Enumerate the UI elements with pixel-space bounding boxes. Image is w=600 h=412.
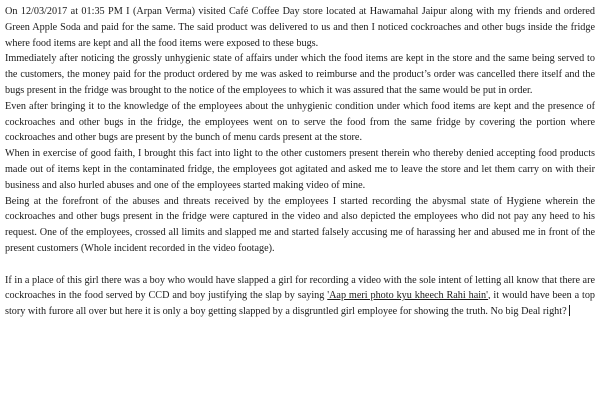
paragraph-closing	[5, 273, 595, 320]
closing-text-before-quote: If in a place of this girl there was a boy who would have slapped a girl for recording a video with the sole intent of letting all know that there are cockroaches in the food served by CCD and boy justifying the slap by saying	[5, 274, 595, 302]
paragraph-refund-request: Immediately after noticing the grossly unhygienic state of affairs under which the food items are kept in the store and the same being served to the customers, the money paid for the product ordered by me was asked to reimburse and the product’s order was cancelled there itself and the bugs present in the fridge was brought to the notice of the employees to which it was assured that the same would be put in order.	[5, 53, 595, 96]
paragraph-spacer	[5, 257, 595, 273]
document-body	[5, 4, 595, 320]
paragraph-informing-customers: When in exercise of good faith, I brought this fact into light to the other customers present therein who thereby denied accepting food products made out of items kept in the contaminated fridge, the employees got agitated and asked me to leave the store and let them carry on with their business and also hurled abuses and one of the employees started making video of mine.	[5, 148, 595, 191]
text-cursor	[569, 305, 570, 316]
quoted-phrase: 'Aap meri photo kyu kheech Rahi hain'	[327, 290, 488, 302]
paragraph-continued-serving: Even after bringing it to the knowledge of the employees about the unhygienic condition under which food items are kept and the presence of cockroaches and other bugs in the fridge, the employees went on to serve the food from the same fridge by covering the portion where cockroaches and other bugs are present by the bunch of menu cards present at the store.	[5, 100, 595, 144]
paragraph-recording-incident: Being at the forefront of the abuses and threats received by the employees I started recording the abysmal state of Hygiene wherein the cockroaches and other bugs present in the fridge were captured in the video and also depicted the employees who did not pay any heed to his request. One of the employees, crossed all limits and slapped me and started falsely accusing me of harassing her and abused me in front of the present customers (Whole incident recorded in the video footage).	[5, 195, 595, 254]
paragraph-visit-details: On 12/03/2017 at 01:35 PM I (Arpan Verma) visited Café Coffee Day store located at Hawamahal Jaipur along with my friends and ordered Green Apple Soda and paid for the same. The said product was delivered to us and then I noticed cockroaches and other bugs inside the fridge where food items are kept and all the food items were exposed to these bugs.	[5, 6, 595, 49]
closing-text-after-quote: , it would have been a top story with furore all over but here it is only a boy getting slapped by a disgruntled girl employee for showing the truth. No big Deal right?	[5, 290, 596, 318]
